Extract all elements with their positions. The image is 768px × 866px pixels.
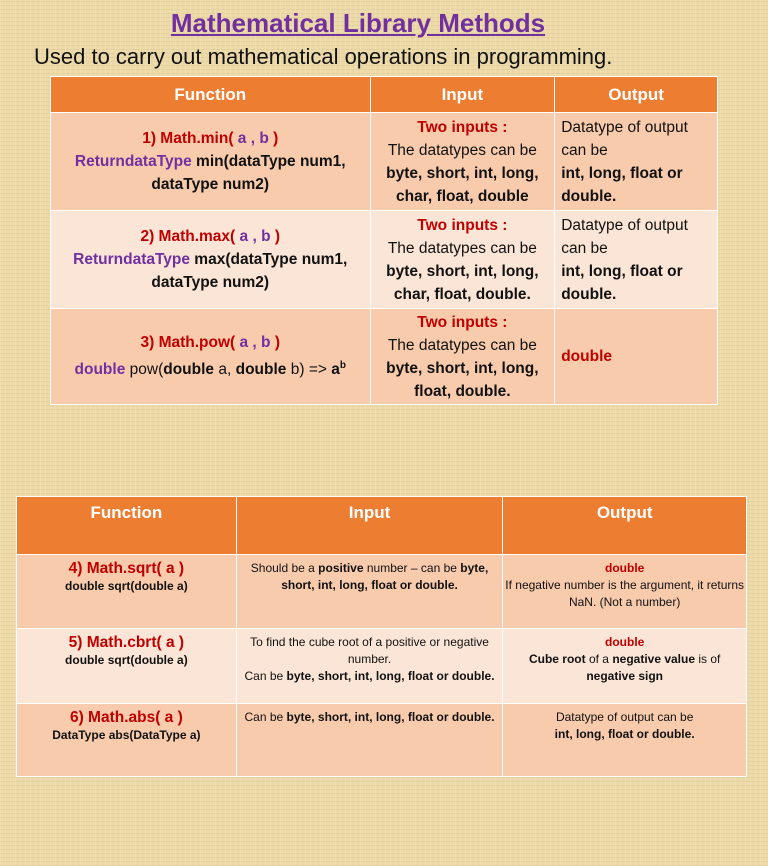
input-cell <box>370 113 555 211</box>
output-cell <box>503 629 747 704</box>
method-name: 4) Math.sqrt( a ) <box>68 560 185 577</box>
method-args: a , b <box>235 334 275 352</box>
output-cell <box>503 555 747 629</box>
method-close: ) <box>274 334 280 352</box>
input-pre: Can be <box>244 669 287 683</box>
header-function: Function <box>17 497 237 555</box>
input-cell <box>236 555 503 629</box>
input-types: byte, short, int, long, char, float, double <box>386 164 539 205</box>
function-cell <box>17 704 237 777</box>
method-name: 2) Math.max( <box>140 228 236 245</box>
output-types: int, long, float or double. <box>554 727 695 741</box>
input-types: byte, short, int, long, float or double. <box>286 710 495 724</box>
header-function: Function <box>51 77 371 113</box>
input-title: Two inputs : <box>417 313 508 331</box>
table-header-row <box>17 497 747 555</box>
method-args: a , b <box>235 228 275 245</box>
input-cell <box>236 629 503 704</box>
function-cell <box>17 629 237 704</box>
method-args: a , b <box>233 130 274 147</box>
return-type: ReturndataType <box>74 153 192 170</box>
input-pre: Can be <box>244 710 287 724</box>
param1-type: double <box>163 361 215 379</box>
function-cell <box>17 555 237 629</box>
table-row <box>17 629 747 704</box>
input-types: byte, short, int, long, float, double. <box>386 359 539 400</box>
input-types: byte, short, int, long, float or double. <box>281 561 489 592</box>
output-title: double <box>605 561 645 575</box>
method-signature: DataType abs(DataType a) <box>52 728 201 742</box>
header-input: Input <box>236 497 503 555</box>
input-types: byte, short, int, long, float or double. <box>286 669 495 683</box>
power-base: a <box>331 361 340 379</box>
input-line: The datatypes can be <box>387 336 537 354</box>
output-line: Datatype of output can be <box>561 216 688 257</box>
input-title: Two inputs : <box>417 216 508 234</box>
output-bold-2: negative value <box>612 652 696 666</box>
output-types: int, long, float or double. <box>561 164 683 205</box>
header-output: Output <box>555 77 718 113</box>
output-title: double <box>605 635 645 649</box>
function-cell <box>51 113 371 211</box>
method-name: 3) Math.pow( <box>140 334 236 352</box>
input-cell <box>370 211 555 309</box>
input-cell <box>236 704 503 777</box>
output-line: Datatype of output can be <box>555 710 694 724</box>
method-name: 5) Math.cbrt( a ) <box>68 634 185 651</box>
method-close: ) <box>274 228 281 245</box>
output-text-2: is of <box>695 652 721 666</box>
input-pre: Should be a <box>250 561 319 575</box>
method-signature: min(dataType num1, dataType num2) <box>151 153 346 193</box>
function-cell <box>51 211 371 309</box>
methods-table-1 <box>50 76 718 405</box>
power-exponent: b <box>339 360 346 372</box>
param2: b) => <box>286 361 332 379</box>
output-text: If negative number is the argument, it returns NaN. (Not a number) <box>505 578 745 609</box>
input-bold: positive <box>318 561 364 575</box>
output-cell <box>555 113 718 211</box>
input-types: byte, short, int, long, char, float, double. <box>386 262 539 303</box>
method-signature: double sqrt(double a) <box>65 579 188 593</box>
return-type: ReturndataType <box>73 251 190 268</box>
table-row <box>51 113 718 211</box>
param1: a, <box>214 361 236 379</box>
output-cell <box>555 309 718 405</box>
input-title: Two inputs : <box>417 118 508 136</box>
output-line: Datatype of output can be <box>561 118 688 159</box>
output-types: int, long, float or double. <box>561 262 683 303</box>
method-signature: max(dataType num1, dataType num2) <box>151 251 348 291</box>
table-header-row <box>51 77 718 113</box>
input-text: To find the cube root of a positive or negative number. <box>250 635 489 666</box>
param2-type: double <box>235 361 287 379</box>
input-mid: number – can be <box>363 561 461 575</box>
output-text-1: of a <box>585 652 613 666</box>
function-cell <box>51 309 371 405</box>
header-input: Input <box>370 77 555 113</box>
header-output: Output <box>503 497 747 555</box>
output-bold-3: negative sign <box>586 669 663 683</box>
table-row <box>17 704 747 777</box>
method-name: 1) Math.min( <box>142 130 234 147</box>
output-type: double <box>561 348 613 365</box>
table-row <box>17 555 747 629</box>
method-close: ) <box>273 130 279 147</box>
output-bold-1: Cube root <box>528 652 586 666</box>
input-cell <box>370 309 555 405</box>
output-cell <box>503 704 747 777</box>
page-subtitle: Used to carry out mathematical operations in programming. <box>34 44 613 69</box>
method-signature: double sqrt(double a) <box>65 653 188 667</box>
page-title: Mathematical Library Methods <box>170 8 546 38</box>
input-line: The datatypes can be <box>387 141 537 159</box>
return-type: double <box>74 361 126 379</box>
methods-table-2 <box>16 496 747 777</box>
table-row <box>51 211 718 309</box>
output-cell <box>555 211 718 309</box>
method-name: 6) Math.abs( a ) <box>69 709 183 726</box>
input-line: The datatypes can be <box>387 239 537 257</box>
table-row <box>51 309 718 405</box>
pow-name: pow( <box>125 361 164 379</box>
